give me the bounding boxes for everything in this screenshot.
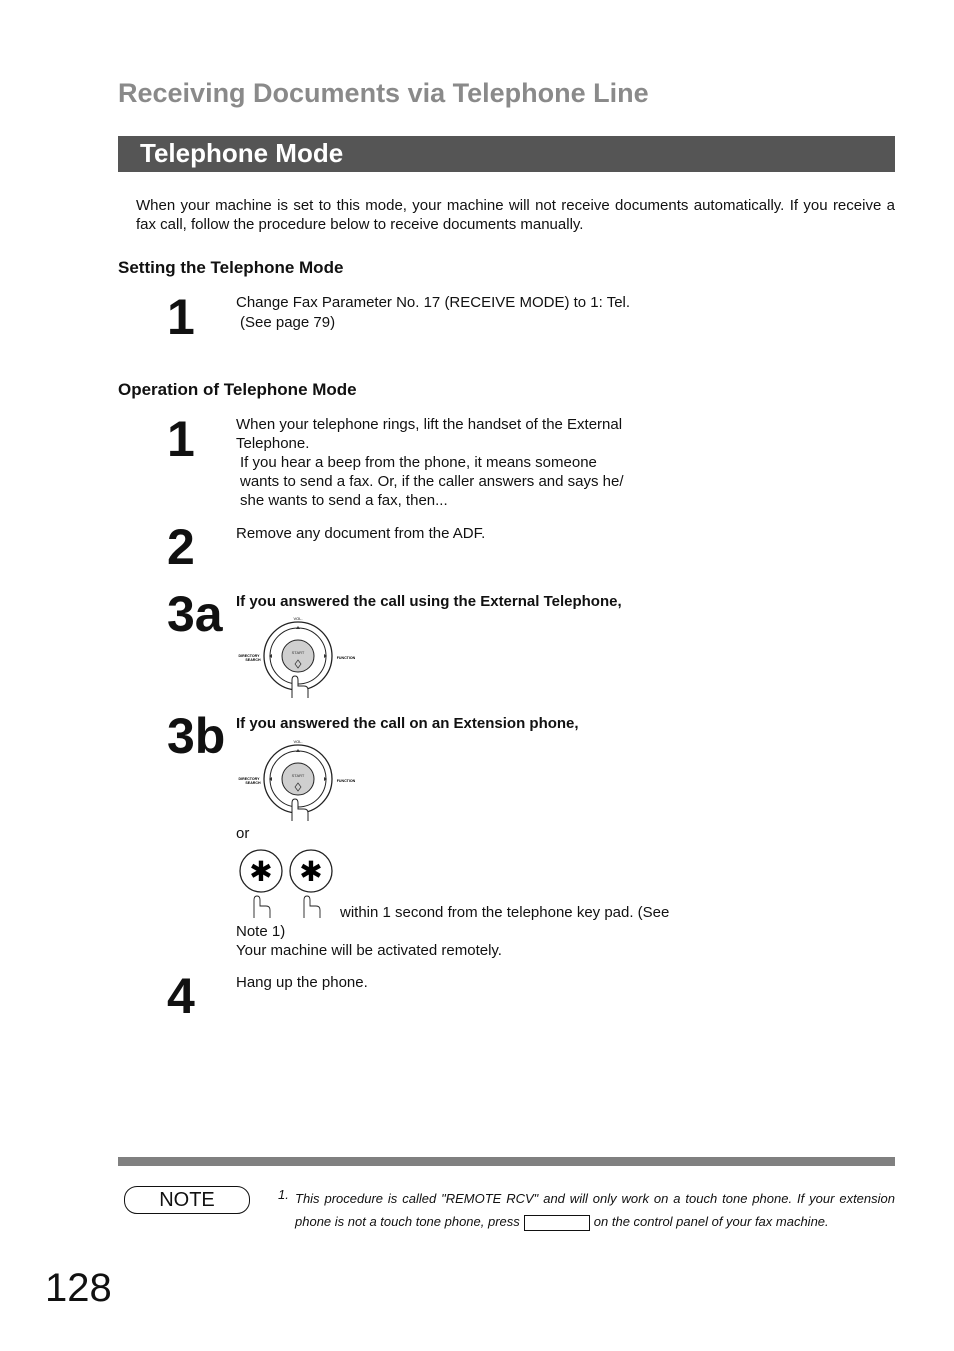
intro-paragraph: When your machine is set to this mode, your machine will not receive documents automatically. If you receive a fax call, follow the procedure below to receive documents manually.: [136, 197, 895, 233]
operation-step-1-line4: wants to send a fax. Or, if the caller answers and says he/: [240, 473, 624, 490]
operation-step-1-number: 1: [167, 411, 195, 467]
footer-rule: [118, 1157, 895, 1166]
operation-step-2-text: Remove any document from the ADF.: [236, 525, 486, 542]
operation-step-3a-text: If you answered the call using the External Telephone,: [236, 593, 622, 610]
operation-step-3b-or: or: [236, 825, 250, 842]
star-key-icon: [290, 850, 332, 918]
operation-step-3a-number: 3a: [167, 586, 223, 642]
chapter-title: Receiving Documents via Telephone Line: [118, 78, 649, 108]
section-title: Telephone Mode: [140, 138, 344, 168]
dial-function-label: FUNCTION: [336, 779, 356, 783]
operation-step-3b-text: If you answered the call on an Extension phone,: [236, 715, 579, 732]
operation-step-3b-note-ref: Note 1): [236, 923, 286, 940]
dial-directory-label: DIRECTORY: [238, 654, 260, 658]
note-number: 1.: [278, 1187, 289, 1202]
setting-step-1-text: [236, 293, 630, 332]
dial-function-label: FUNCTION: [336, 656, 356, 660]
dial-directory-label: DIRECTORY: [238, 777, 260, 781]
operation-step-2-number: 2: [167, 519, 195, 575]
dial-start-label: START: [291, 650, 305, 655]
setting-step-1-line1: Change Fax Parameter No. 17 (RECEIVE MODE) to 1: Tel.: [236, 294, 631, 311]
note-text-b: on the control panel of your fax machine.: [593, 1214, 829, 1229]
star-keys-illustration: [236, 848, 336, 918]
start-key-illustration: [236, 614, 360, 698]
operation-step-4-text: Hang up the phone.: [236, 974, 368, 991]
start-key-illustration: [236, 737, 360, 821]
operation-step-3b-number: 3b: [167, 708, 226, 764]
operation-step-3b-activated: Your machine will be activated remotely.: [236, 942, 502, 959]
note-text-a: This procedure is called "REMOTE RCV" and will only work on a touch tone phone. If your extension phone is not a touch tone phone, press: [295, 1191, 895, 1229]
blank-key-box: [524, 1215, 590, 1231]
note-text: [295, 1187, 895, 1233]
operation-step-1-line2: Telephone.: [236, 435, 310, 452]
page-number: 128: [45, 1266, 112, 1310]
setting-step-1-line2: (See page 79): [240, 314, 336, 331]
svg-text:✱: ✱: [249, 855, 273, 888]
setting-heading: Setting the Telephone Mode: [118, 258, 344, 277]
operation-step-1-line5: she wants to send a fax, then...: [240, 492, 448, 509]
operation-step-1-line3: If you hear a beep from the phone, it means someone: [240, 454, 597, 471]
section-header-bar: [118, 136, 895, 172]
dial-search-label: SEARCH: [245, 781, 261, 785]
dial-search-label: SEARCH: [245, 658, 261, 662]
operation-step-1-text: [236, 415, 624, 510]
star-key-icon: [240, 850, 282, 918]
dial-start-label: START: [291, 773, 305, 778]
operation-step-3b-within: within 1 second from the telephone key pad. (See: [340, 904, 670, 921]
dial-vol-label: VOL.: [293, 616, 303, 621]
operation-heading: Operation of Telephone Mode: [118, 380, 357, 399]
svg-text:✱: ✱: [299, 855, 323, 888]
setting-step-1-number: 1: [167, 289, 195, 345]
dial-vol-label: VOL.: [293, 739, 303, 744]
note-badge: NOTE: [124, 1186, 250, 1214]
operation-step-4-number: 4: [167, 968, 195, 1024]
operation-step-1-line1: When your telephone rings, lift the handset of the External: [236, 416, 623, 433]
